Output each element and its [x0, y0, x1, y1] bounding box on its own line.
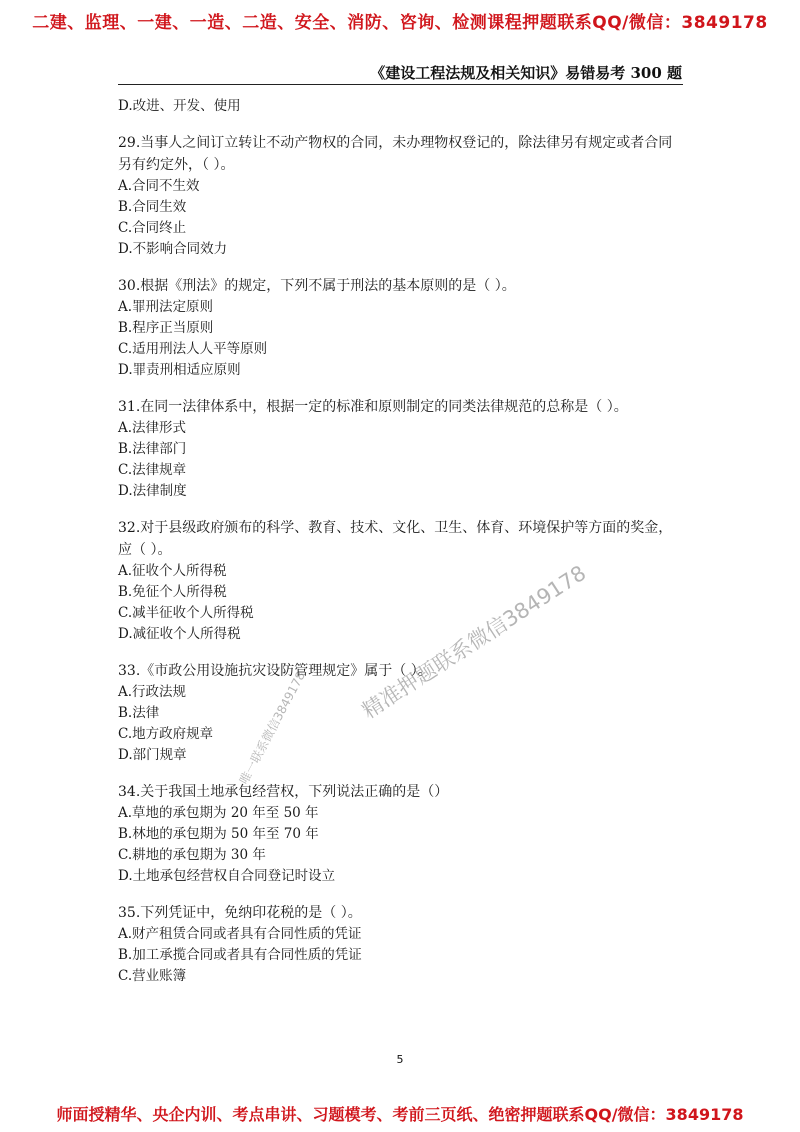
question-block [118, 902, 683, 987]
question-block [118, 781, 683, 887]
answer-option: A.草地的承包期为 20 年至 50 年 [118, 805, 319, 821]
answer-option: C.耕地的承包期为 30 年 [118, 847, 266, 863]
page-number: 5 [396, 1053, 404, 1066]
answer-option: A.财产租赁合同或者具有合同性质的凭证 [118, 926, 362, 942]
question-block [118, 517, 683, 645]
question-stem: 29.当事人之间订立转让不动产物权的合同，未办理物权登记的，除法律另有规定或者合同 [118, 135, 673, 151]
answer-option: B.加工承揽合同或者具有合同性质的凭证 [118, 947, 362, 963]
question-stem: 33.《市政公用设施抗灾设防管理规定》属于（ ）。 [118, 663, 432, 679]
question-stem: 30.根据《刑法》的规定，下列不属于刑法的基本原则的是（ ）。 [118, 278, 516, 294]
answer-option: D.不影响合同效力 [118, 241, 228, 257]
answer-option: D.法律制度 [118, 483, 187, 499]
header-divider [118, 84, 683, 85]
answer-option: C.营业账簿 [118, 968, 187, 984]
question-block [118, 132, 683, 260]
question-stem: 31.在同一法律体系中，根据一定的标准和原则制定的同类法律规范的总称是（ ）。 [118, 399, 628, 415]
answer-option: C.减半征收个人所得税 [118, 605, 254, 621]
answer-option: D.减征收个人所得税 [118, 626, 241, 642]
question-stem: 34.关于我国土地承包经营权，下列说法正确的是（） [118, 784, 449, 800]
question-block [118, 275, 683, 381]
answer-option: C.合同终止 [118, 220, 187, 236]
answer-option: A.罪刑法定原则 [118, 299, 214, 315]
answer-option: D.罪责刑相适应原则 [118, 362, 241, 378]
question-stem: 应（ ）。 [118, 542, 172, 558]
answer-option: A.行政法规 [118, 684, 187, 700]
question-stem: 32.对于县级政府颁布的科学、教育、技术、文化、卫生、体育、环境保护等方面的奖金， [118, 520, 673, 536]
watermark-text-small: 唯一联系微信3849178 [236, 669, 309, 787]
answer-option: A.合同不生效 [118, 178, 200, 194]
question-stem: 另有约定外，（ ）。 [118, 157, 235, 173]
bottom-promo-banner: 师面授精华、央企内训、考点串讲、习题模考、考前三页纸、绝密押题联系QQ/微信：3849178 [56, 1105, 744, 1124]
carryover-option: D.改进、开发、使用 [118, 98, 241, 114]
answer-option: A.法律形式 [118, 420, 187, 436]
answer-option: B.法律 [118, 705, 160, 721]
answer-option: C.地方政府规章 [118, 726, 214, 742]
document-header-title: 《建设工程法规及相关知识》易错易考 300 题 [370, 64, 682, 82]
watermark-text: 精准押题联系微信3849178 [357, 560, 591, 724]
answer-option: B.程序正当原则 [118, 320, 214, 336]
answer-option: B.法律部门 [118, 441, 187, 457]
answer-option: D.土地承包经营权自合同登记时设立 [118, 868, 336, 884]
answer-option: B.免征个人所得税 [118, 584, 227, 600]
answer-option: D.部门规章 [118, 747, 187, 763]
answer-option: B.合同生效 [118, 199, 187, 215]
question-stem: 35.下列凭证中，免纳印花税的是（ ）。 [118, 905, 362, 921]
answer-option: C.法律规章 [118, 462, 187, 478]
question-block [118, 396, 683, 502]
question-list [118, 96, 683, 987]
top-promo-banner: 二建、监理、一建、一造、二造、安全、消防、咨询、检测课程押题联系QQ/微信：3849178 [32, 13, 768, 33]
answer-option: A.征收个人所得税 [118, 563, 227, 579]
answer-option: C.适用刑法人人平等原则 [118, 341, 268, 357]
answer-option: B.林地的承包期为 50 年至 70 年 [118, 826, 319, 842]
